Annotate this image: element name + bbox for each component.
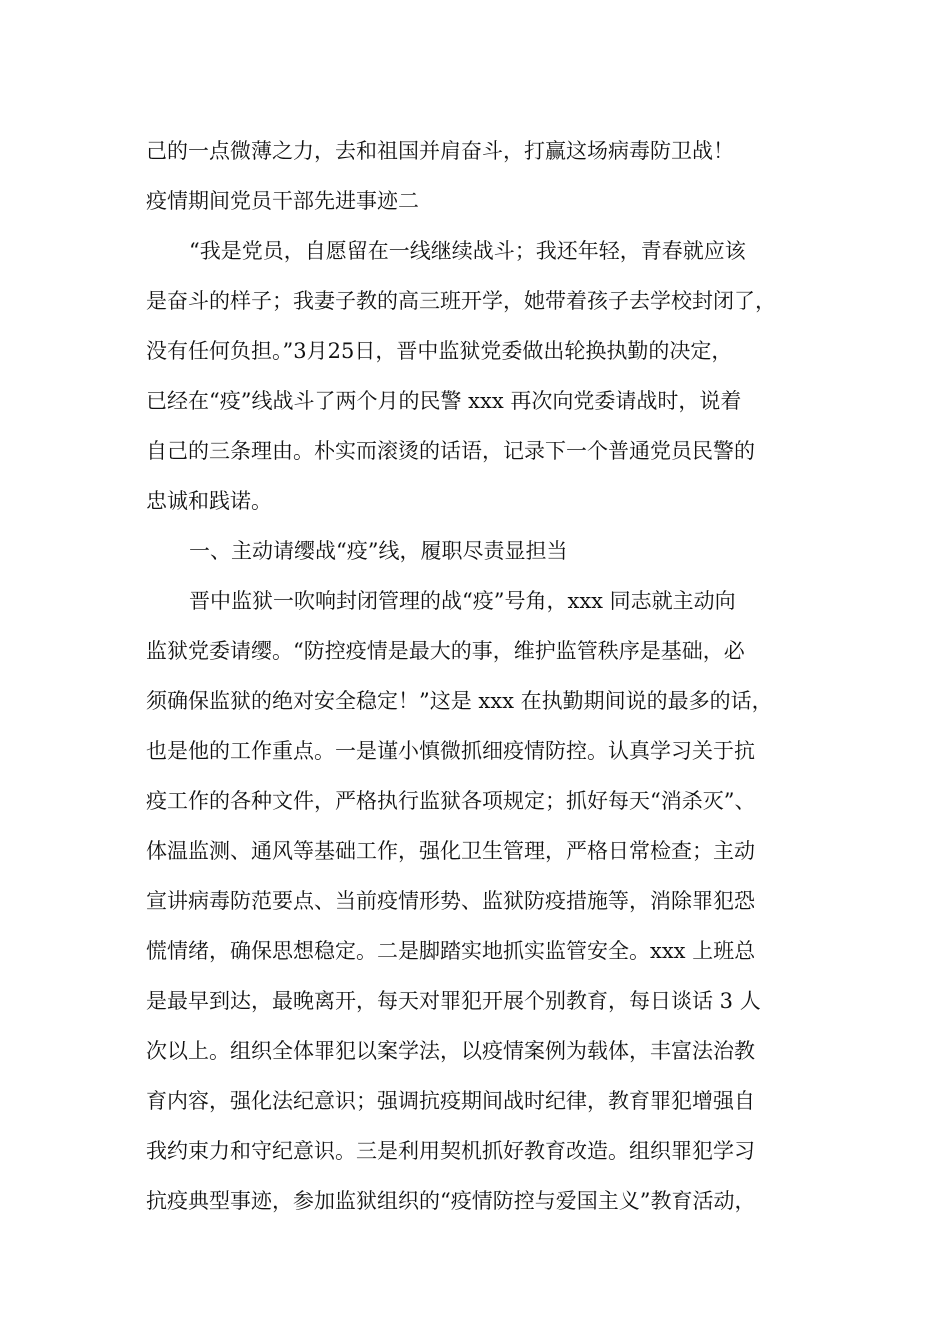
text-line: 疫工作的各种文件，严格执行监狱各项规定；抓好每天“消杀灭”、: [146, 789, 756, 813]
text-line: 忠诚和践诺。: [146, 489, 272, 513]
text-line: 没有任何负担。”3月25日，晋中监狱党委做出轮换执勤的决定，: [146, 339, 733, 363]
subsection-heading: 一、主动请缨战“疫”线，履职尽责显担当: [189, 539, 568, 563]
text-line: 晋中监狱一吹响封闭管理的战“疫”号角，xxx 同志就主动向: [189, 589, 736, 613]
text-line: 己的一点微薄之力，去和祖国并肩奋斗，打赢这场病毒防卫战！: [146, 139, 734, 163]
text-line: 体温监测、通风等基础工作，强化卫生管理，严格日常检查；主动: [146, 839, 755, 863]
text-line: 慌情绪，确保思想稳定。二是脚踏实地抓实监管安全。xxx 上班总: [146, 939, 756, 963]
text-line: 监狱党委请缨。“防控疫情是最大的事，维护监管秩序是基础，必: [146, 639, 745, 663]
text-line: 也是他的工作重点。一是谨小慎微抓细疫情防控。认真学习关于抗: [146, 739, 755, 763]
text-line: 须确保监狱的绝对安全稳定！”这是 xxx 在执勤期间说的最多的话，: [146, 689, 773, 713]
text-line: 次以上。组织全体罪犯以案学法，以疫情案例为载体，丰富法治教: [146, 1039, 755, 1063]
text-line: 抗疫典型事迹，参加监狱组织的“疫情防控与爱国主义”教育活动，: [146, 1189, 756, 1213]
text-line: 是最早到达，最晚离开，每天对罪犯开展个别教育，每日谈话 3 人: [146, 989, 761, 1013]
text-line: 宣讲病毒防范要点、当前疫情形势、监狱防疫措施等，消除罪犯恐: [146, 889, 755, 913]
text-line: 已经在“疫”线战斗了两个月的民警 xxx 再次向党委请战时，说着: [146, 389, 742, 413]
text-line: “我是党员，自愿留在一线继续战斗；我还年轻，青春就应该: [189, 239, 746, 263]
section-heading: 疫情期间党员干部先进事迹二: [146, 189, 419, 213]
text-line: 自己的三条理由。朴实而滚烫的话语，记录下一个普通党员民警的: [146, 439, 755, 463]
text-line: 育内容，强化法纪意识；强调抗疫期间战时纪律，教育罪犯增强自: [146, 1089, 755, 1113]
text-line: 我约束力和守纪意识。三是利用契机抓好教育改造。组织罪犯学习: [146, 1139, 755, 1163]
text-line: 是奋斗的样子；我妻子教的高三班开学，她带着孩子去学校封闭了，: [146, 289, 776, 313]
